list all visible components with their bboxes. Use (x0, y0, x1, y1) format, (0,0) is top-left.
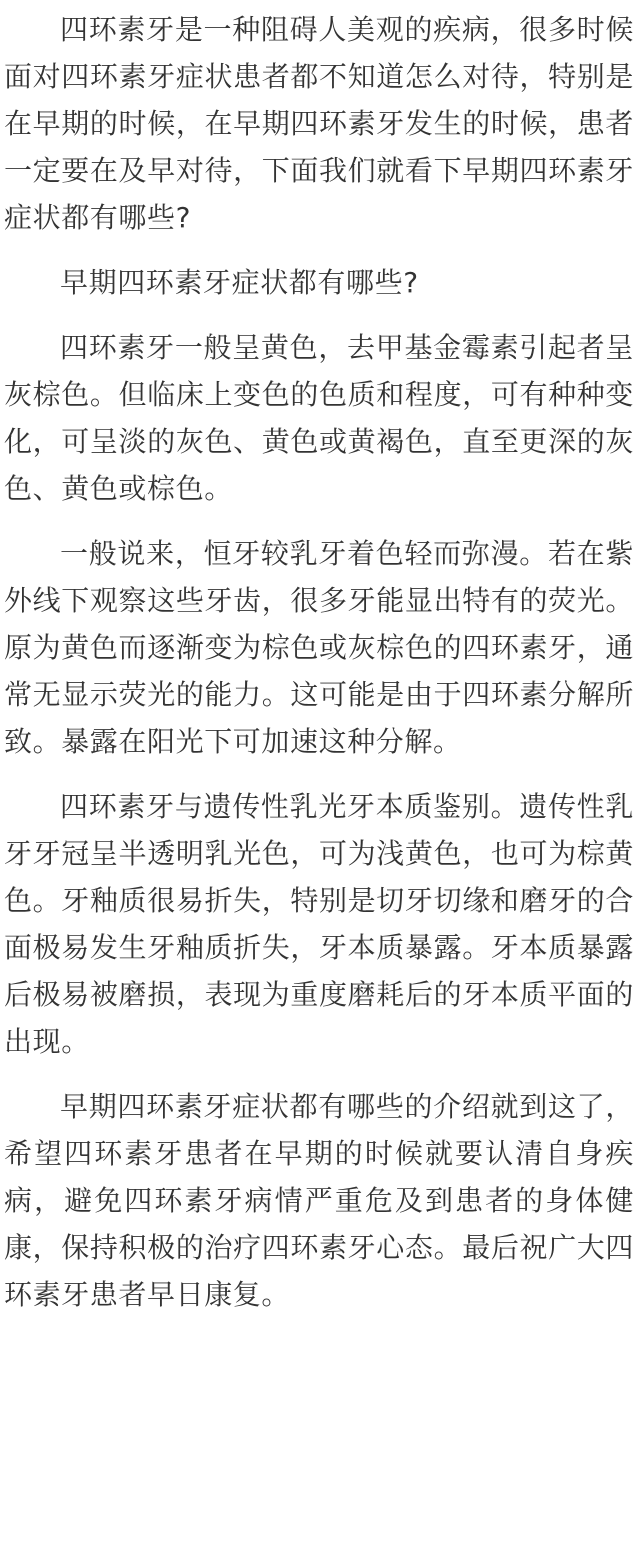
color-description-paragraph: 四环素牙一般呈黄色，去甲基金霉素引起者呈灰棕色。但临床上变色的色质和程度，可有种种变化，可呈淡的灰色、黄色或黄褐色，直至更深的灰色、黄色或棕色。 (4, 331, 634, 505)
section-heading: 早期四环素牙症状都有哪些? (60, 266, 419, 299)
differential-diagnosis-paragraph: 四环素牙与遗传性乳光牙本质鉴别。遗传性乳牙牙冠呈半透明乳光色，可为浅黄色，也可为棕黄色。牙釉质很易折失，特别是切牙切缘和磨牙的合面极易发生牙釉质折失，牙本质暴露。牙本质暴露后极易被磨损，表现为重度磨耗后的牙本质平面的出现。 (4, 790, 634, 1058)
fluorescence-paragraph: 一般说来，恒牙较乳牙着色轻而弥漫。若在紫外线下观察这些牙齿，很多牙能显出特有的荧光。原为黄色而逐渐变为棕色或灰棕色的四环素牙，通常无显示荧光的能力。这可能是由于四环素分解所致。暴露在阳光下可加速这种分解。 (4, 537, 634, 758)
conclusion-paragraph: 早期四环素牙症状都有哪些的介绍就到这了，希望四环素牙患者在早期的时候就要认清自身疾病，避免四环素牙病情严重危及到患者的身体健康，保持积极的治疗四环素牙心态。最后祝广大四环素牙患者早日康复。 (4, 1090, 634, 1311)
intro-paragraph: 四环素牙是一种阻碍人美观的疾病，很多时候面对四环素牙症状患者都不知道怎么对待，特别是在早期的时候，在早期四环素牙发生的时候，患者一定要在及早对待，下面我们就看下早期四环素牙症状都有哪些? (4, 13, 634, 234)
